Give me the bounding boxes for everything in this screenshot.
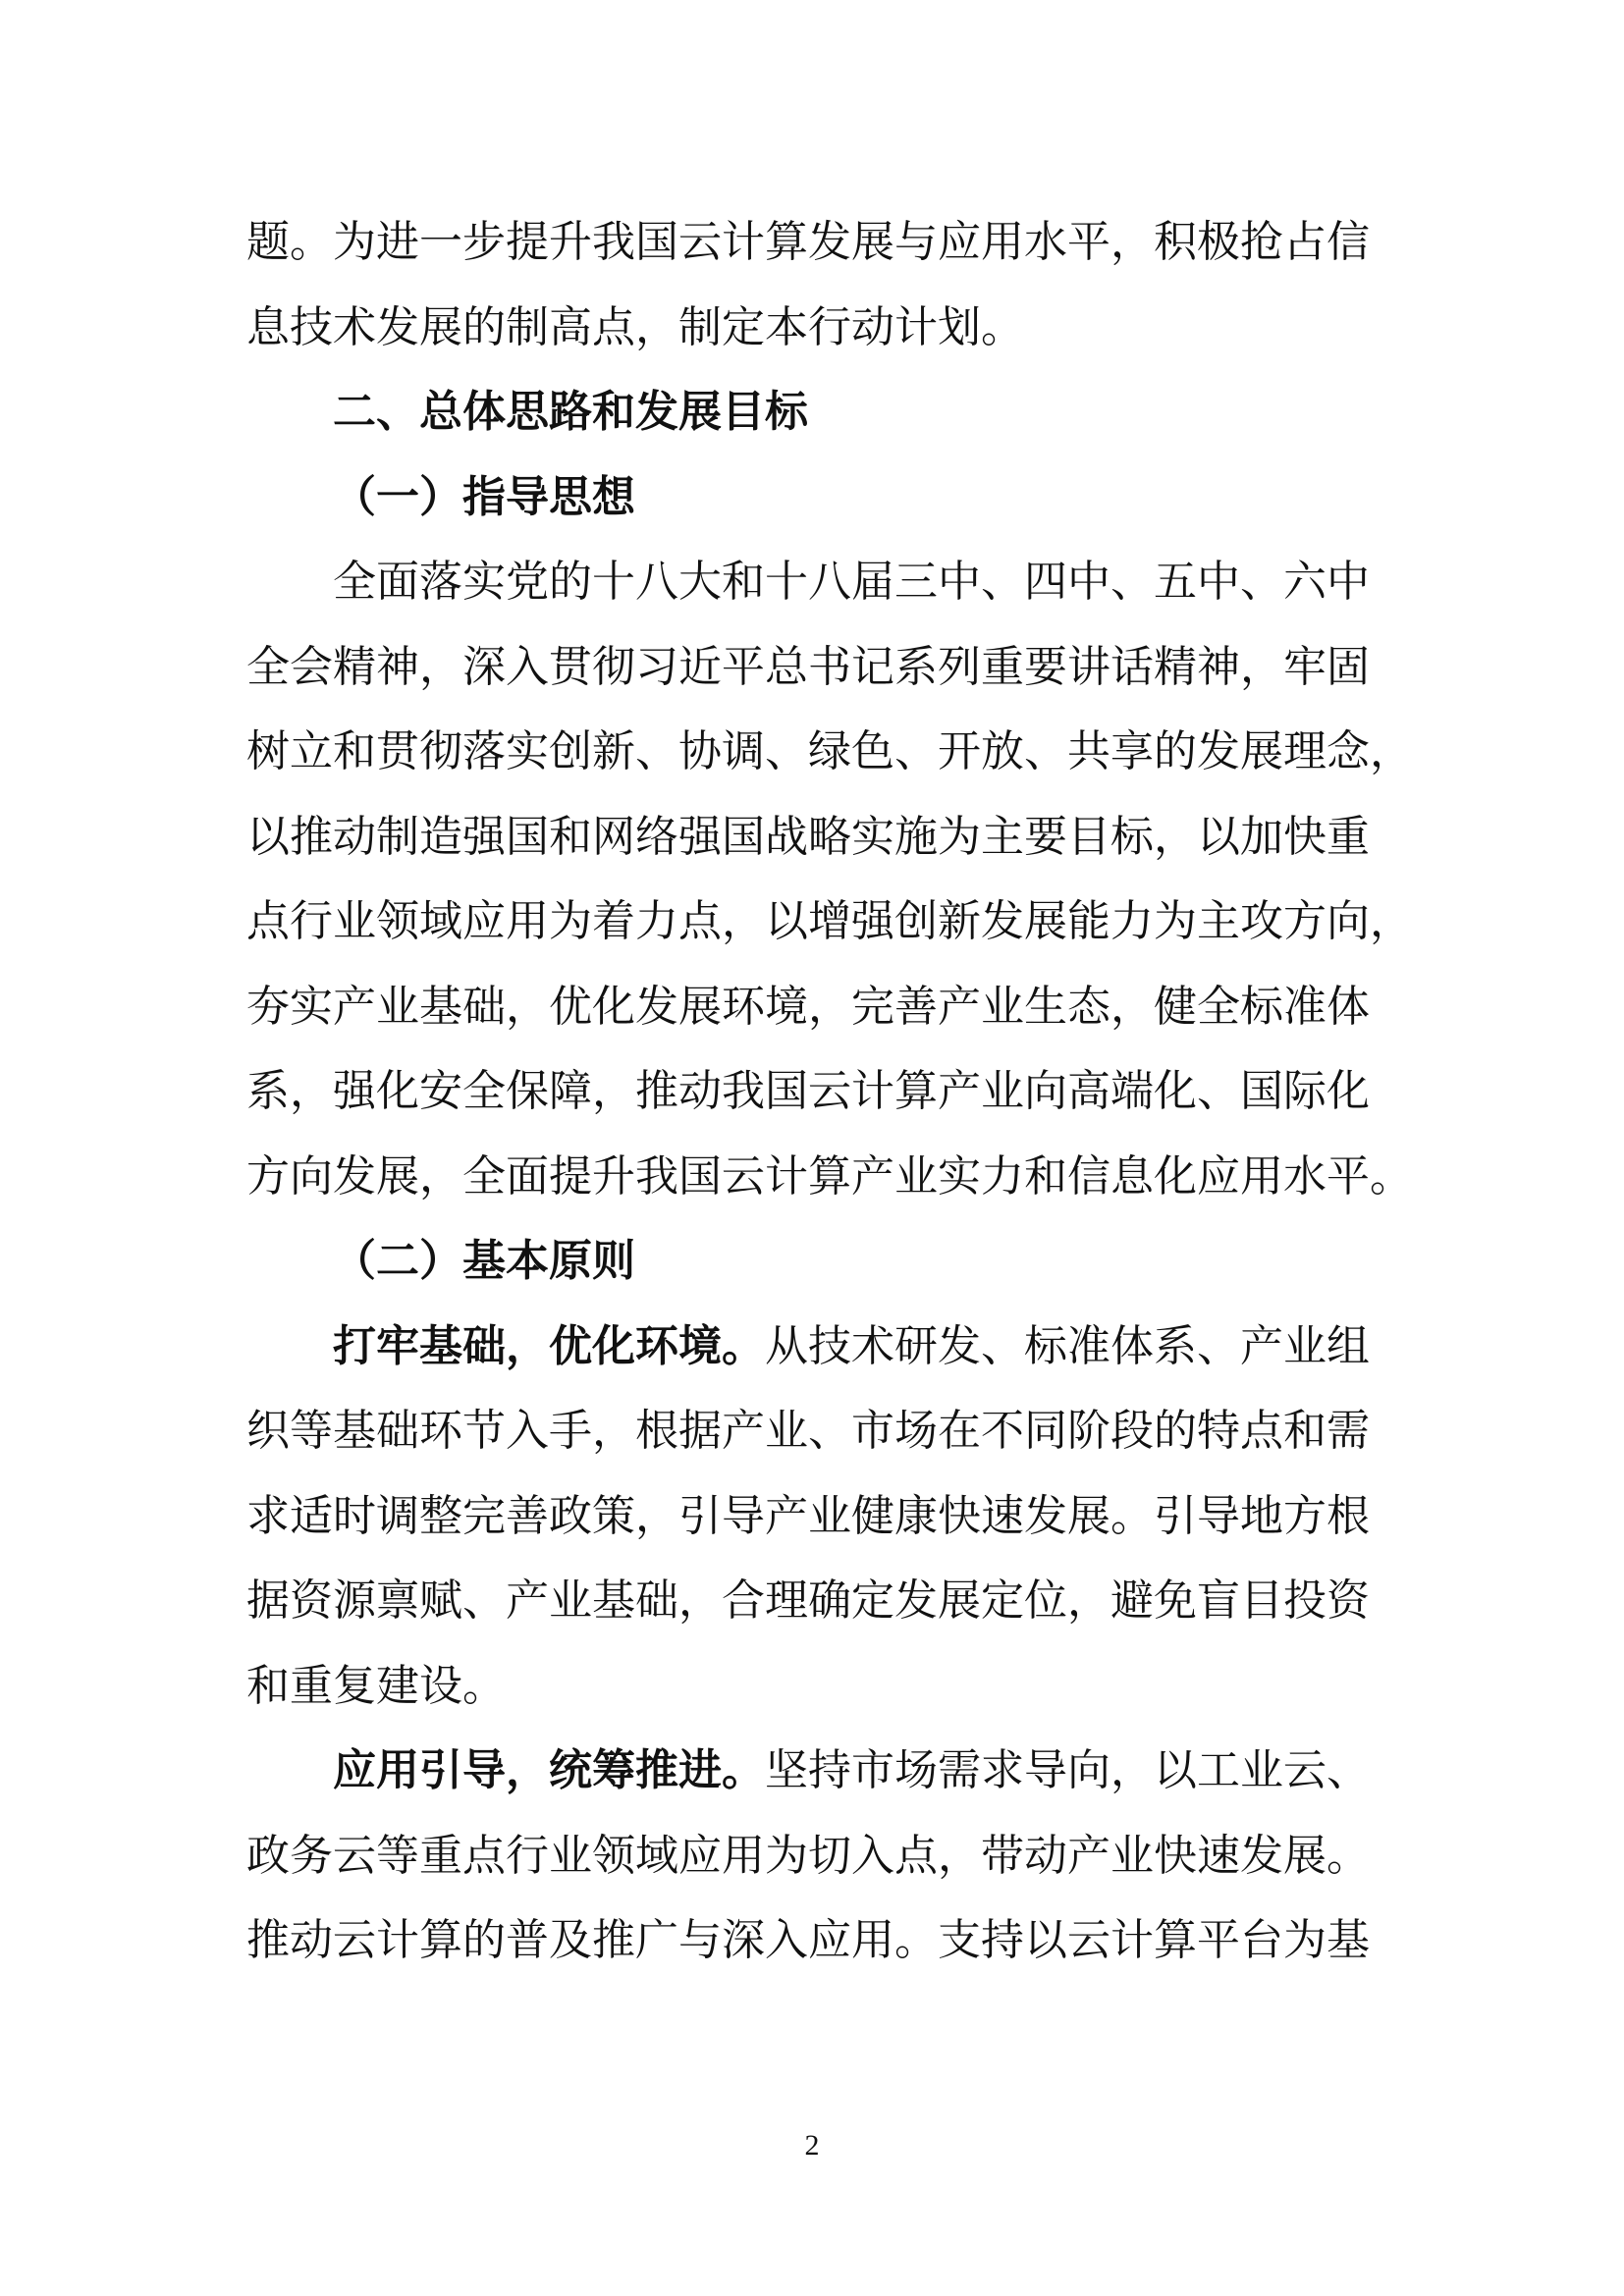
- text-line: 和重复建设。: [246, 1662, 506, 1710]
- text-line: 求适时调整完善政策，引导产业健康快速发展。引导地方根: [246, 1492, 1370, 1540]
- text-line: 以推动制造强国和网络强国战略实施为主要目标，以加快重: [246, 813, 1370, 861]
- text-line: 息技术发展的制高点，制定本行动计划。: [246, 303, 1024, 351]
- text-line: 全会精神，深入贯彻习近平总书记系列重要讲话精神，牢固: [246, 643, 1370, 691]
- page-number: 2: [804, 2129, 820, 2162]
- text-line: [333, 1319, 1370, 1374]
- text-line: 题。为进一步提升我国云计算发展与应用水平，积极抢占信: [246, 218, 1370, 266]
- text-line: 全面落实党的十八大和十八届三中、四中、五中、六中: [333, 558, 1370, 606]
- text-line: 政务云等重点行业领域应用为切入点，带动产业快速发展。: [246, 1832, 1370, 1880]
- subsection-heading: （二）基本原则: [333, 1237, 635, 1285]
- text-line: 点行业领域应用为着力点，以增强创新发展能力为主攻方向，: [246, 897, 1413, 945]
- text-line: 据资源禀赋、产业基础，合理确定发展定位，避免盲目投资: [246, 1576, 1370, 1625]
- subsection-heading: （一）指导思想: [333, 473, 635, 521]
- text-segment: 坚持市场需求导向，以工业云、: [765, 1746, 1370, 1794]
- text-line: 系，强化安全保障，推动我国云计算产业向高端化、国际化: [246, 1067, 1370, 1115]
- text-line: 树立和贯彻落实创新、协调、绿色、开放、共享的发展理念，: [246, 727, 1413, 775]
- section-heading: 二、总体思路和发展目标: [333, 388, 808, 436]
- bold-lead-phrase: 打牢基础，优化环境。: [333, 1322, 765, 1370]
- bold-lead-phrase: 应用引导，统筹推进。: [333, 1746, 765, 1794]
- text-line: 织等基础环节入手，根据产业、市场在不同阶段的特点和需: [246, 1407, 1370, 1455]
- text-line: 推动云计算的普及推广与深入应用。支持以云计算平台为基: [246, 1916, 1370, 1964]
- text-segment: 从技术研发、标准体系、产业组: [765, 1322, 1370, 1370]
- text-line: 夯实产业基础，优化发展环境，完善产业生态，健全标准体: [246, 983, 1370, 1031]
- text-line: [333, 1743, 1370, 1798]
- text-line: 方向发展，全面提升我国云计算产业实力和信息化应用水平。: [246, 1152, 1413, 1201]
